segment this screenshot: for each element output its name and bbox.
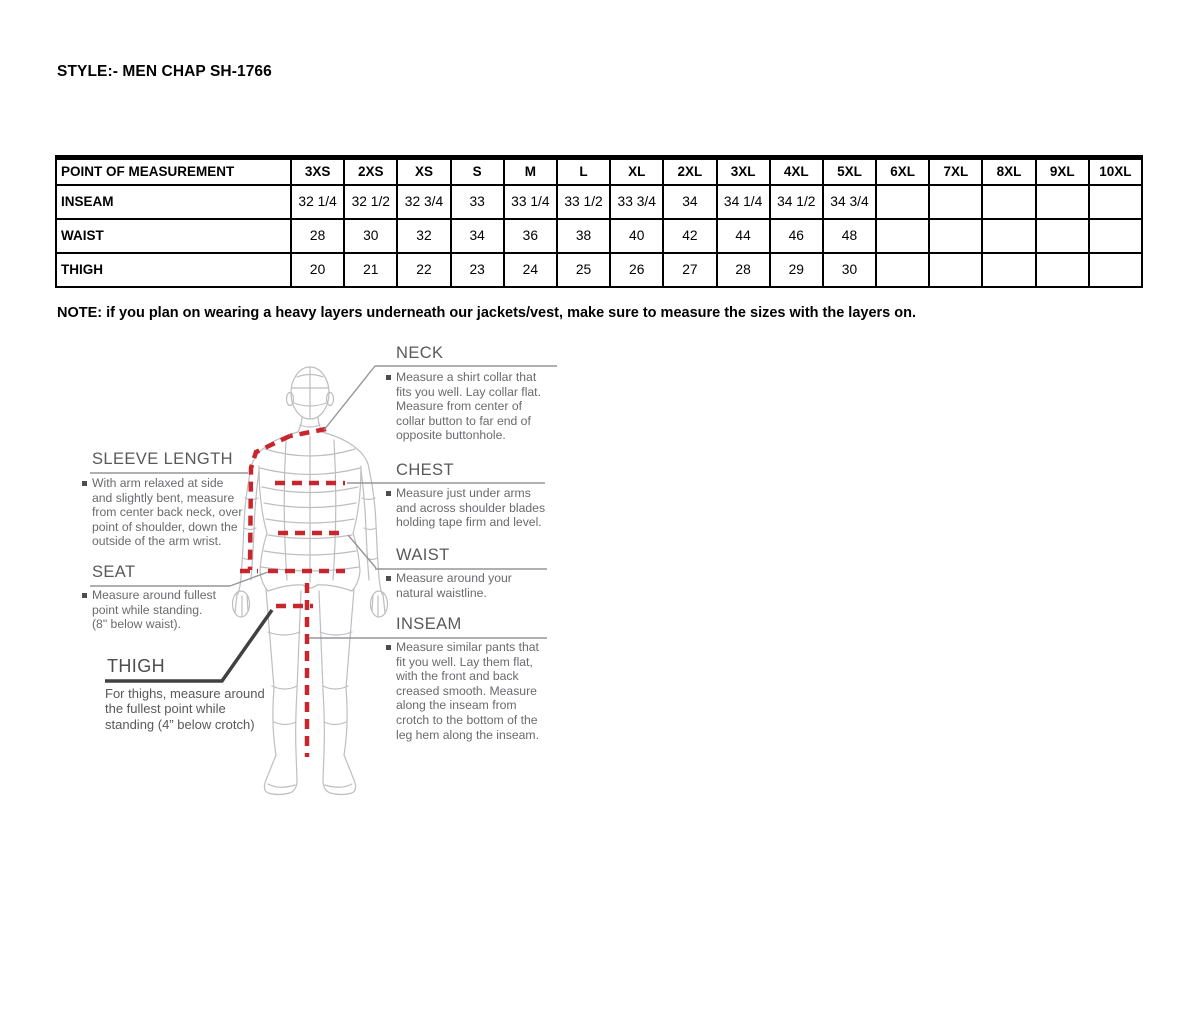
col-size-7XL: 7XL — [929, 158, 982, 185]
callout-seat-title: SEAT — [92, 563, 136, 581]
col-size-3XS: 3XS — [291, 158, 344, 185]
size-value-cell: 22 — [397, 253, 450, 287]
col-size-8XL: 8XL — [982, 158, 1035, 185]
callout-text-line: opposite buttonhole. — [396, 428, 506, 443]
col-size-10XL: 10XL — [1089, 158, 1142, 185]
size-value-cell: 36 — [504, 219, 557, 253]
row-label: WAIST — [56, 219, 291, 253]
size-value-cell — [1089, 219, 1142, 253]
size-value-cell: 20 — [291, 253, 344, 287]
col-size-L: L — [557, 158, 610, 185]
callout-sleeve-length-title: SLEEVE LENGTH — [92, 450, 233, 468]
size-value-cell: 32 — [397, 219, 450, 253]
row-label: INSEAM — [56, 185, 291, 219]
col-point-of-measurement: POINT OF MEASUREMENT — [56, 158, 291, 185]
callout-inseam-title: INSEAM — [396, 615, 462, 633]
figure-head — [291, 367, 329, 419]
callout-neck-text — [396, 370, 541, 443]
size-table — [55, 155, 1143, 288]
size-value-cell: 26 — [610, 253, 663, 287]
bullet-icon — [386, 645, 391, 650]
size-value-cell: 33 1/4 — [504, 185, 557, 219]
size-value-cell: 30 — [823, 253, 876, 287]
size-value-cell: 24 — [504, 253, 557, 287]
size-value-cell: 40 — [610, 219, 663, 253]
size-value-cell: 28 — [717, 253, 770, 287]
size-value-cell — [1036, 185, 1089, 219]
size-value-cell — [1089, 253, 1142, 287]
header-row — [56, 158, 1142, 185]
size-value-cell — [1036, 253, 1089, 287]
col-size-6XL: 6XL — [876, 158, 929, 185]
size-value-cell — [876, 219, 929, 253]
callout-thigh — [105, 657, 285, 732]
callout-chest-text — [396, 486, 545, 530]
size-value-cell — [982, 219, 1035, 253]
callout-text-line: Measure from center of — [396, 399, 522, 414]
size-value-cell: 48 — [823, 219, 876, 253]
callout-waist — [386, 546, 566, 600]
callout-text-line: from center back neck, over — [92, 505, 243, 520]
callout-text-line: outside of the arm wrist. — [92, 534, 222, 549]
size-value-cell — [929, 219, 982, 253]
size-value-cell: 34 1/4 — [717, 185, 770, 219]
figure-right-foot — [323, 752, 356, 795]
callout-text-line: holding tape firm and level. — [396, 515, 542, 530]
col-size-XL: XL — [610, 158, 663, 185]
table-row-waist — [56, 219, 1142, 253]
callout-thigh-text — [105, 686, 265, 732]
callout-text-line: Measure similar pants that — [396, 640, 539, 654]
row-label: THIGH — [56, 253, 291, 287]
col-size-9XL: 9XL — [1036, 158, 1089, 185]
size-value-cell — [1036, 219, 1089, 253]
bullet-icon — [82, 481, 87, 486]
callout-text-line: the fullest point while — [105, 701, 226, 717]
callout-text-line: fits you well. Lay collar flat. — [396, 384, 541, 399]
bullet-icon — [82, 593, 87, 598]
callout-seat-text — [92, 588, 216, 632]
callout-text-line: along the inseam from — [396, 698, 517, 713]
size-value-cell: 32 1/2 — [344, 185, 397, 219]
callout-chest — [386, 461, 566, 530]
neck-leader — [324, 366, 375, 430]
page-title: STYLE:- MEN CHAP SH-1766 — [57, 63, 272, 80]
size-value-cell: 32 1/4 — [291, 185, 344, 219]
callout-text-line: and across shoulder blades — [396, 500, 546, 515]
callout-neck-title: NECK — [396, 344, 444, 362]
callout-thigh-title: THIGH — [107, 656, 165, 676]
size-value-cell — [982, 185, 1035, 219]
bullet-icon — [386, 375, 391, 380]
neck-measure-line — [290, 429, 326, 436]
col-size-S: S — [451, 158, 504, 185]
size-value-cell: 34 — [663, 185, 716, 219]
col-size-4XL: 4XL — [770, 158, 823, 185]
size-value-cell: 30 — [344, 219, 397, 253]
size-value-cell: 42 — [663, 219, 716, 253]
size-value-cell: 46 — [770, 219, 823, 253]
callout-text-line: leg hem along the inseam. — [396, 727, 539, 742]
callout-text-line: with the front and back — [396, 669, 519, 684]
callout-text-line: With arm relaxed at side — [92, 476, 224, 490]
col-size-XS: XS — [397, 158, 450, 185]
size-table-body — [56, 185, 1142, 287]
size-value-cell — [876, 253, 929, 287]
callout-inseam-text — [396, 640, 539, 742]
size-value-cell: 33 1/2 — [557, 185, 610, 219]
callout-seat — [82, 563, 252, 632]
note-text: NOTE: if you plan on wearing a heavy layers underneath our jackets/vest, make sure to measure the sizes with the layers on. — [57, 305, 917, 321]
size-value-cell: 34 — [451, 219, 504, 253]
callout-waist-title: WAIST — [396, 546, 450, 564]
callout-text-line: Measure a shirt collar that — [396, 370, 537, 384]
size-value-cell: 28 — [291, 219, 344, 253]
table-row-inseam — [56, 185, 1142, 219]
size-table-header — [56, 158, 1142, 185]
bullet-icon — [386, 491, 391, 496]
size-value-cell: 33 — [451, 185, 504, 219]
callout-text-line: Measure around your — [396, 571, 512, 585]
col-size-M: M — [504, 158, 557, 185]
callout-waist-text — [396, 571, 512, 600]
bullet-icon — [386, 576, 391, 581]
size-value-cell: 33 3/4 — [610, 185, 663, 219]
callout-neck — [386, 344, 566, 443]
callout-text-line: Measure around fullest — [92, 588, 216, 602]
callout-text-line: standing (4” below crotch) — [105, 716, 255, 732]
callout-text-line: fit you well. Lay them flat, — [396, 654, 533, 669]
callout-text-line: collar button to far end of — [396, 413, 531, 428]
size-value-cell: 27 — [663, 253, 716, 287]
size-value-cell: 29 — [770, 253, 823, 287]
col-size-2XL: 2XL — [663, 158, 716, 185]
size-value-cell — [929, 253, 982, 287]
callout-text-line: crotch to the bottom of the — [396, 712, 538, 727]
table-row-thigh — [56, 253, 1142, 287]
callout-inseam — [386, 615, 566, 742]
size-value-cell — [1089, 185, 1142, 219]
callout-sleeve-length — [82, 450, 262, 549]
callout-sleeve-length-text — [92, 476, 242, 549]
size-value-cell: 34 1/2 — [770, 185, 823, 219]
callout-text-line: point while standing. — [92, 602, 203, 617]
col-size-2XS: 2XS — [344, 158, 397, 185]
figure-right-hand — [371, 591, 388, 617]
waist-leader — [348, 535, 376, 568]
callout-text-line: point of shoulder, down the — [92, 519, 238, 534]
callout-text-line: For thighs, measure around — [105, 686, 265, 701]
figure-left-foot — [264, 752, 297, 795]
callout-text-line: natural waistline. — [396, 585, 487, 600]
size-value-cell — [876, 185, 929, 219]
size-value-cell: 34 3/4 — [823, 185, 876, 219]
size-value-cell — [929, 185, 982, 219]
callout-text-line: and slightly bent, measure — [92, 490, 235, 505]
callout-text-line: (8" below waist). — [92, 617, 181, 632]
size-value-cell: 23 — [451, 253, 504, 287]
col-size-3XL: 3XL — [717, 158, 770, 185]
size-value-cell: 44 — [717, 219, 770, 253]
col-size-5XL: 5XL — [823, 158, 876, 185]
callout-chest-title: CHEST — [396, 461, 454, 479]
callout-text-line: Measure just under arms — [396, 486, 531, 500]
callout-text-line: creased smooth. Measure — [396, 683, 537, 698]
size-value-cell: 32 3/4 — [397, 185, 450, 219]
size-value-cell: 38 — [557, 219, 610, 253]
size-value-cell: 21 — [344, 253, 397, 287]
size-value-cell — [982, 253, 1035, 287]
size-value-cell: 25 — [557, 253, 610, 287]
